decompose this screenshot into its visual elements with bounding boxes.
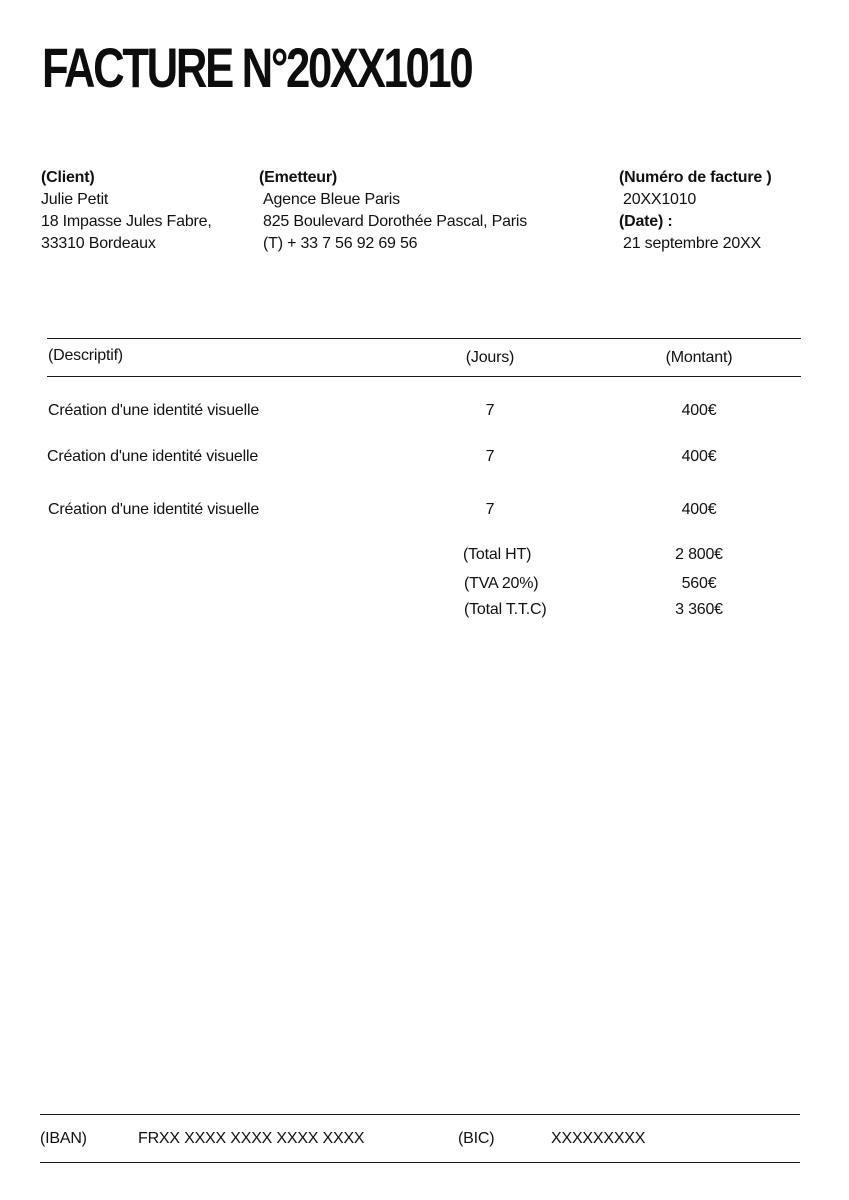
- total-ttc-value: 3 360€: [675, 601, 723, 618]
- tva-label: (TVA 20%): [464, 575, 539, 592]
- emitter-phone: (T) + 33 7 56 92 69 56: [263, 235, 418, 252]
- tva-value: 560€: [681, 575, 717, 592]
- bic-label: (BIC): [458, 1130, 495, 1147]
- iban-value: FRXX XXXX XXXX XXXX XXXX: [138, 1130, 365, 1147]
- invoice-number-value: 20XX1010: [623, 191, 697, 208]
- row-description: Création d'une identité visuelle: [47, 448, 259, 465]
- invoice-number-label: (Numéro de facture ): [619, 169, 772, 186]
- bic-value: XXXXXXXXX: [551, 1130, 646, 1147]
- invoice-title: FACTURE N°20XX1010: [42, 36, 472, 99]
- total-ttc-label: (Total T.T.C): [464, 601, 547, 618]
- column-header-days: (Jours): [465, 349, 515, 366]
- client-label: (Client): [41, 169, 95, 186]
- row-description: Création d'une identité visuelle: [48, 501, 260, 518]
- client-address-line2: 33310 Bordeaux: [41, 235, 156, 252]
- emitter-address: 825 Boulevard Dorothée Pascal, Paris: [263, 213, 528, 230]
- row-amount: 400€: [681, 448, 717, 465]
- row-amount: 400€: [681, 501, 717, 518]
- client-address-line1: 18 Impasse Jules Fabre,: [41, 213, 212, 230]
- invoice-date-value: 21 septembre 20XX: [623, 235, 762, 252]
- total-ht-value: 2 800€: [675, 546, 723, 563]
- table-header-rule: [47, 376, 801, 377]
- emitter-label: (Emetteur): [259, 169, 338, 186]
- total-ht-label: (Total HT): [463, 546, 532, 563]
- iban-label: (IBAN): [40, 1130, 87, 1147]
- table-top-rule: [47, 338, 801, 339]
- client-name: Julie Petit: [41, 191, 109, 208]
- row-days: 7: [485, 402, 495, 419]
- emitter-name: Agence Bleue Paris: [263, 191, 400, 208]
- row-days: 7: [485, 448, 495, 465]
- row-amount: 400€: [681, 402, 717, 419]
- invoice-date-label: (Date) :: [619, 213, 673, 230]
- footer-top-rule: [40, 1114, 800, 1115]
- footer-bottom-rule: [40, 1162, 800, 1163]
- row-days: 7: [485, 501, 495, 518]
- column-header-description: (Descriptif): [48, 347, 123, 364]
- column-header-amount: (Montant): [665, 349, 733, 366]
- row-description: Création d'une identité visuelle: [48, 402, 260, 419]
